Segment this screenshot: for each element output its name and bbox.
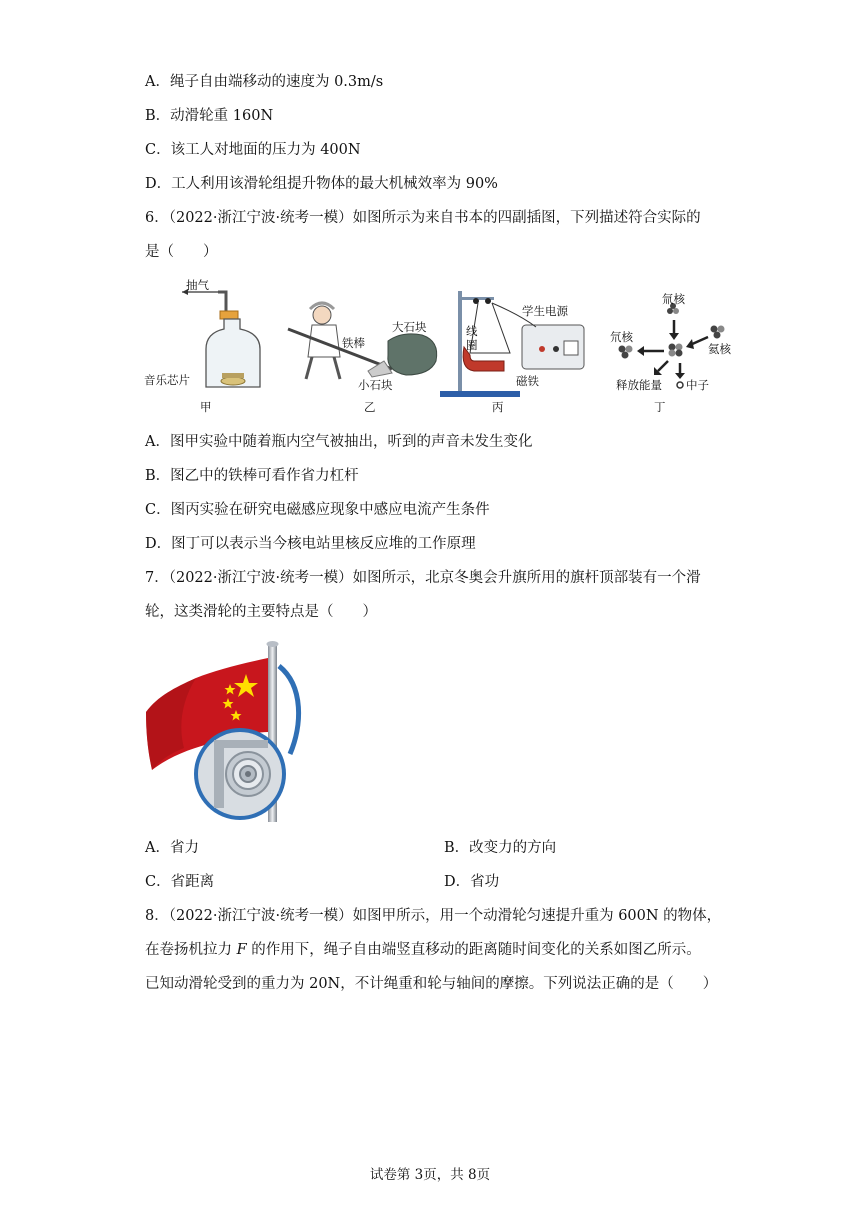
q8-stem-line2-post: 的作用下，绳子自由端竖直移动的距离随时间变化的关系如图乙所示。 bbox=[246, 942, 701, 958]
q8-stem-line1: 8．（2022·浙江宁波·统考一模）如图甲所示，用一个动滑轮匀速提升重为 600N 的物体， bbox=[145, 908, 722, 924]
q6-stem-line2: 是（ ） bbox=[145, 244, 218, 260]
caption-yi: 乙 bbox=[364, 400, 376, 414]
q6-option-d: D．图丁可以表示当今核电站里核反应堆的工作原理 bbox=[145, 536, 476, 552]
label-iron-bar: 铁棒 bbox=[342, 336, 365, 350]
pulley-icon bbox=[194, 728, 286, 820]
label-small-rock: 小石块 bbox=[358, 378, 393, 392]
q5-option-d: D．工人利用该滑轮组提升物体的最大机械效率为 90% bbox=[145, 176, 498, 192]
q6-figure bbox=[140, 275, 760, 420]
force-variable: F bbox=[236, 942, 247, 958]
label-deuterium: 氘核 bbox=[610, 330, 633, 344]
label-coil-1: 线 bbox=[466, 324, 478, 338]
q5-option-c: C．该工人对地面的压力为 400N bbox=[145, 142, 361, 158]
q7-stem-line2: 轮，这类滑轮的主要特点是（ ） bbox=[145, 604, 377, 620]
q7-option-b: B．改变力的方向 bbox=[444, 840, 557, 856]
label-tritium-top: 氚核 bbox=[662, 292, 685, 306]
q7-option-c: C．省距离 bbox=[145, 874, 215, 890]
label-energy: 释放能量 bbox=[616, 378, 662, 392]
caption-bing: 丙 bbox=[492, 400, 504, 414]
label-neutron: 中子 bbox=[686, 378, 709, 392]
q7-stem-line1: 7．（2022·浙江宁波·统考一模）如图所示，北京冬奥会升旗所用的旗杆顶部装有一个滑 bbox=[145, 570, 701, 586]
q6-option-a: A．图甲实验中随着瓶内空气被抽出，听到的声音未发生变化 bbox=[145, 434, 533, 450]
q6-stem-line1: 6．（2022·浙江宁波·统考一模）如图所示为来自书本的四副插图，下列描述符合实际的 bbox=[145, 210, 701, 226]
page-footer: 试卷第 3页，共 8页 bbox=[369, 1167, 491, 1183]
zoom-ring-arc bbox=[279, 666, 299, 754]
q5-option-a: A．绳子自由端移动的速度为 0.3m/s bbox=[145, 74, 384, 90]
q5-option-b: B．动滑轮重 160N bbox=[145, 108, 274, 124]
q8-stem-line2-pre: 在卷扬机拉力 bbox=[145, 942, 237, 958]
q7-flagpole-figure bbox=[144, 636, 304, 824]
jar-illustration bbox=[182, 289, 260, 387]
q8-stem-line3: 已知动滑轮受到的重力为 20N，不计绳重和轮与轴间的摩擦。下列说法正确的是（ ） bbox=[145, 976, 718, 992]
label-power-supply: 学生电源 bbox=[522, 304, 568, 318]
label-helium: 氦核 bbox=[708, 342, 731, 356]
caption-jia: 甲 bbox=[200, 400, 212, 414]
q8-stem-line2 bbox=[145, 940, 701, 960]
q7-option-a: A．省力 bbox=[145, 840, 199, 856]
label-pump: 抽气 bbox=[186, 278, 209, 292]
flagpole-svg bbox=[144, 636, 304, 824]
label-magnet: 磁铁 bbox=[516, 374, 539, 388]
label-music-chip: 音乐芯片 bbox=[144, 373, 190, 387]
q6-option-c: C．图丙实验在研究电磁感应现象中感应电流产生条件 bbox=[145, 502, 490, 518]
label-coil-2: 圈 bbox=[466, 338, 478, 352]
caption-ding: 丁 bbox=[654, 400, 666, 414]
label-big-rock: 大石块 bbox=[392, 320, 427, 334]
q6-option-b: B．图乙中的铁棒可看作省力杠杆 bbox=[145, 468, 359, 484]
q7-option-d: D．省功 bbox=[444, 874, 500, 890]
